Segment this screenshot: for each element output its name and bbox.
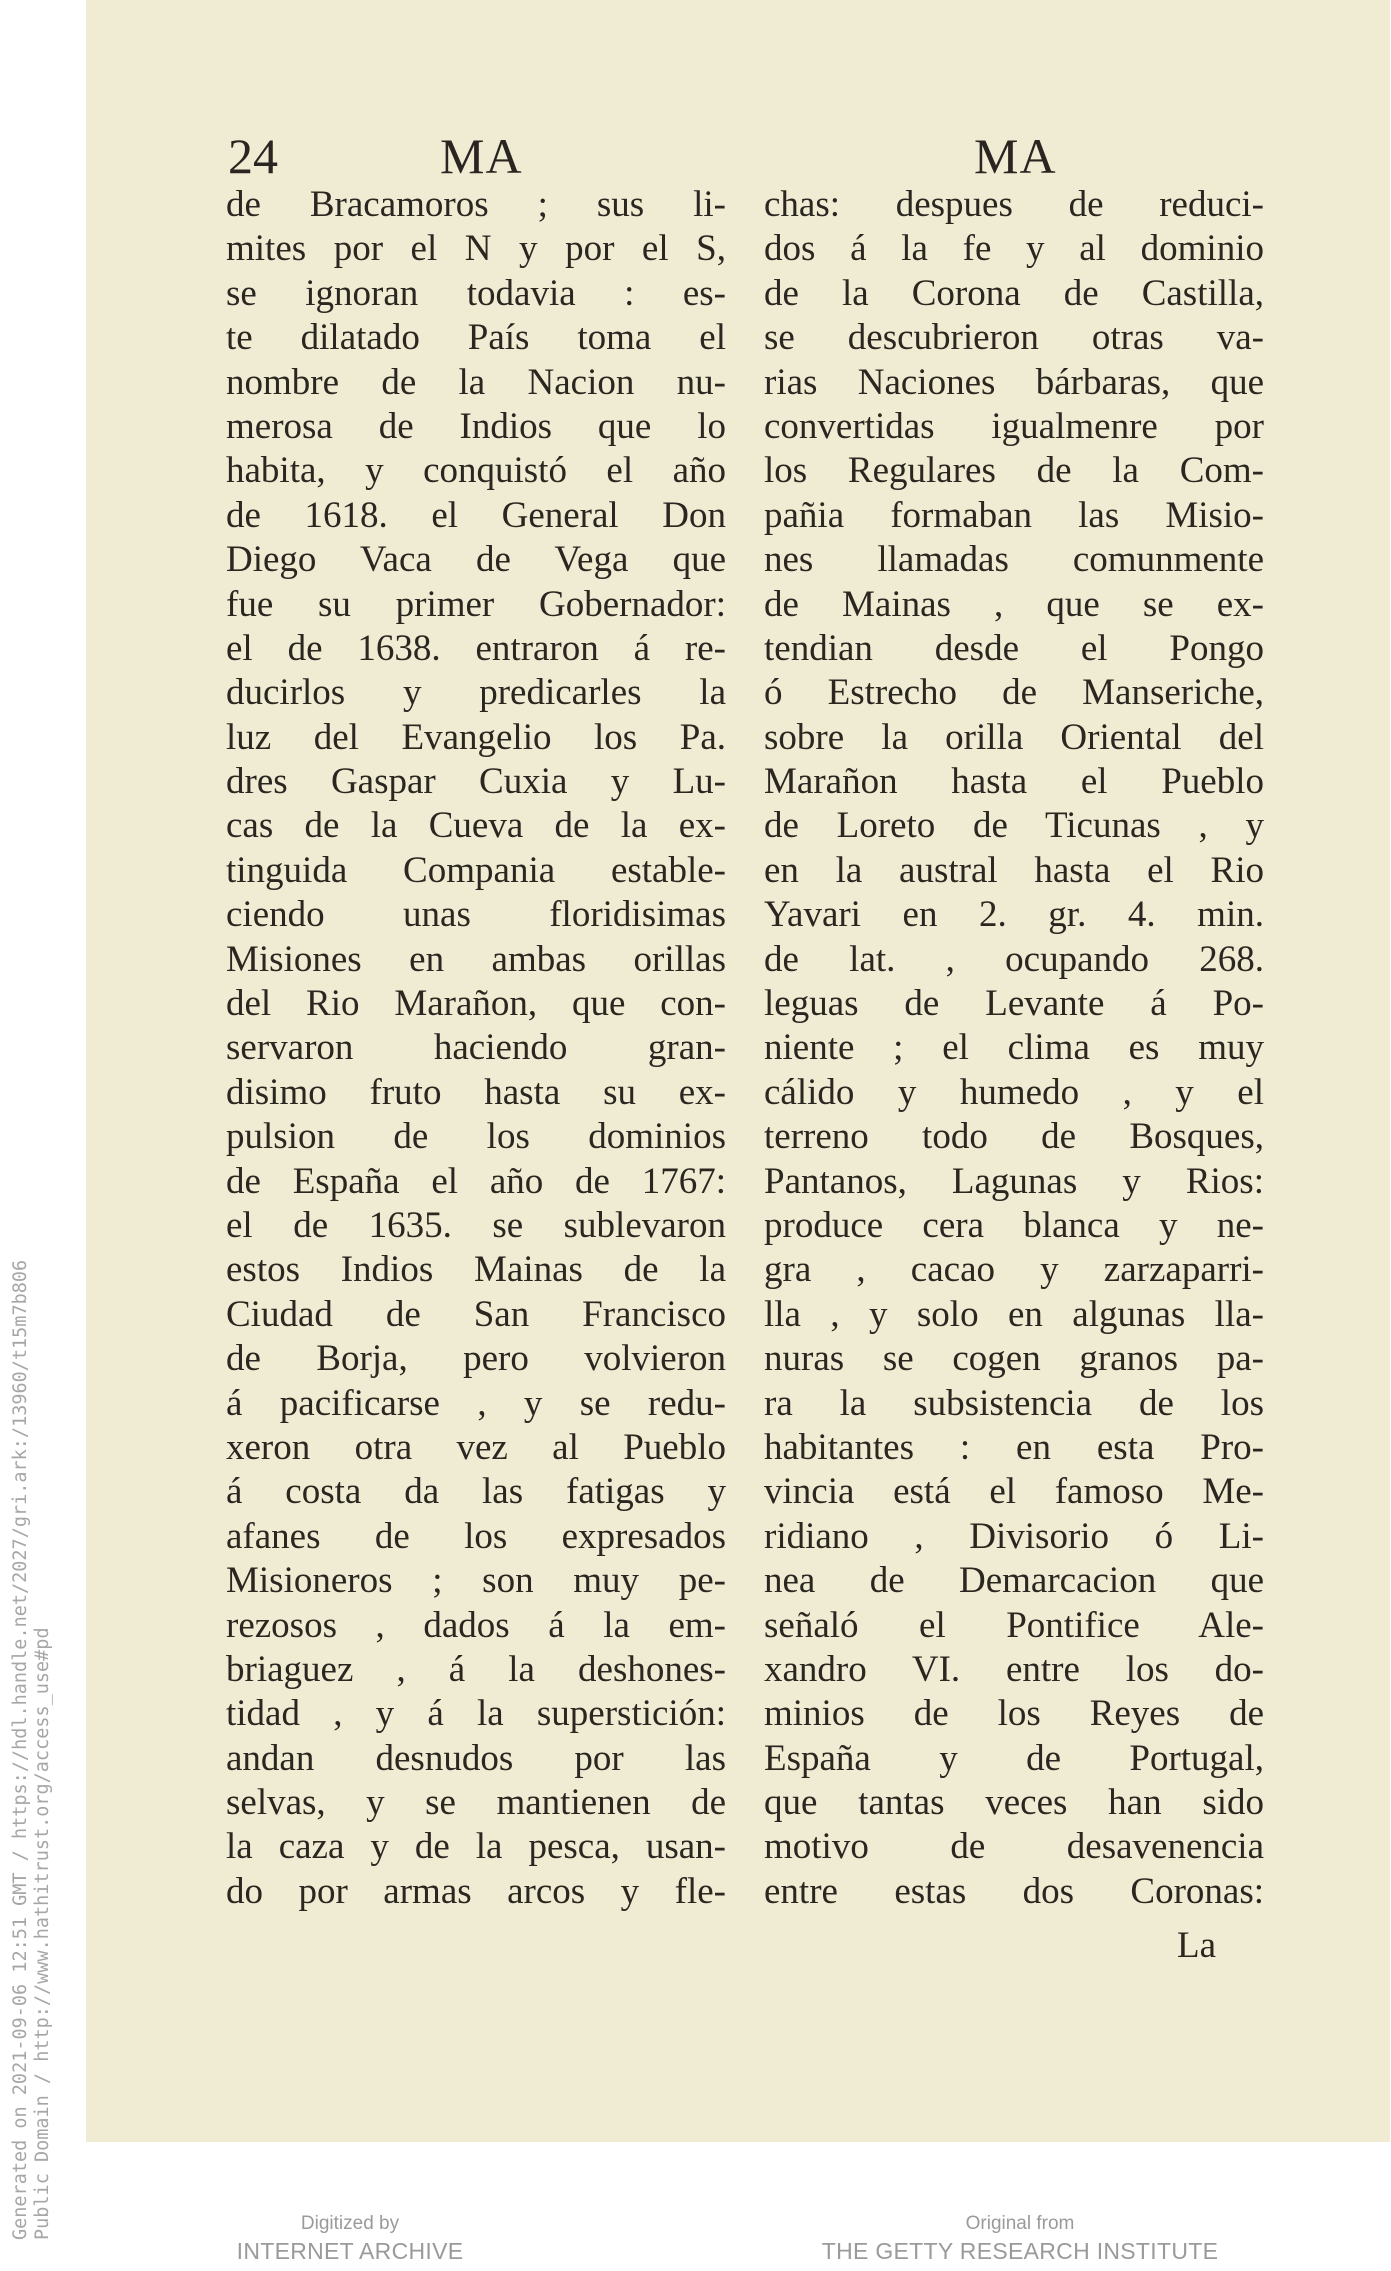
getty-label: THE GETTY RESEARCH INSTITUTE [821,2238,1219,2264]
text-line: Pantanos, Lagunas y Rios: [764,1160,1264,1202]
text-line: de Borja, pero volvieron [226,1338,726,1380]
text-line: de España el año de 1767: [226,1160,726,1202]
text-line: nombre de la Nacion nu- [226,361,726,403]
text-line: ra la subsistencia de los [764,1382,1264,1424]
internet-archive-label: INTERNET ARCHIVE [236,2238,464,2264]
text-line: andan desnudos por las [226,1737,726,1779]
text-line: cas de la Cueva de la ex- [226,805,726,847]
original-from-label: Original from [965,2213,1075,2234]
text-line: vincia está el famoso Me- [764,1471,1264,1513]
text-line: nuras se cogen granos pa- [764,1338,1264,1380]
text-line: te dilatado País toma el [226,317,726,359]
catchword: La [1176,1925,1216,1966]
text-line: Misioneros ; son muy pe- [226,1560,726,1602]
text-line: habita, y conquistó el año [226,450,726,492]
text-line: la caza y de la pesca, usan- [226,1826,726,1868]
text-line: de lat. , ocupando 268. [764,938,1264,980]
text-line: terreno todo de Bosques, [764,1116,1264,1158]
text-line: del Rio Marañon, que con- [226,983,726,1025]
text-line: de Bracamoros ; sus li- [226,184,726,225]
text-line: afanes de los expresados [226,1515,726,1557]
text-line: disimo fruto hasta su ex- [226,1071,726,1113]
text-line: los Regulares de la Com- [764,450,1264,492]
text-line: entre estas dos Coronas: [764,1870,1264,1912]
text-line: luz del Evangelio los Pa. [226,716,726,758]
text-line: España y de Portugal, [764,1737,1264,1779]
text-line: ó Estrecho de Manseriche, [764,672,1264,714]
digitized-by-label: Digitized by [300,2213,400,2234]
text-line: nes llamadas comunmente [764,539,1264,581]
text-line: se ignoran todavia : es- [226,272,726,314]
text-line: que tantas veces han sido [764,1782,1264,1824]
text-line: niente ; el clima es muy [764,1027,1264,1069]
text-line: cálido y humedo , y el [764,1071,1264,1113]
text-line: gra , cacao y zarzaparri- [764,1249,1264,1291]
text-line: merosa de Indios que lo [226,405,726,447]
left-text-column [226,183,726,1914]
text-line: dos á la fe y al dominio [764,228,1264,270]
text-line: mites por el N y por el S, [226,228,726,270]
text-line: rezosos , dados á la em- [226,1604,726,1646]
text-line: pañia formaban las Misio- [764,494,1264,536]
generated-on-line: Generated on 2021-09-06 12:51 GMT / https://hdl.handle.net/2027/gri.ark:/13960/t15m7b806 [10,1259,31,2240]
access-stamp [10,1160,54,2240]
text-line: xeron otra vez al Pueblo [226,1426,726,1468]
public-domain-line: Public Domain / http://www.hathitrust.org/access_use#pd [32,1627,53,2240]
text-line: sobre la orilla Oriental del [764,716,1264,758]
original-from-credit [820,2212,1220,2266]
running-head-left: MA [440,128,523,184]
text-line: ciendo unas floridisimas [226,894,726,936]
text-line: pulsion de los dominios [226,1116,726,1158]
text-line: dres Gaspar Cuxia y Lu- [226,761,726,803]
text-line: tidad , y á la superstición: [226,1693,726,1735]
text-line: xandro VI. entre los do- [764,1648,1264,1690]
text-line: Misiones en ambas orillas [226,938,726,980]
text-line: de Mainas , que se ex- [764,583,1264,625]
text-line: de la Corona de Castilla, [764,272,1264,314]
text-line: minios de los Reyes de [764,1693,1264,1735]
text-line: chas: despues de reduci- [764,184,1264,225]
text-line: convertidas igualmenre por [764,405,1264,447]
text-line: servaron haciendo gran- [226,1027,726,1069]
text-line: motivo de desavenencia [764,1826,1264,1868]
text-line: ridiano , Divisorio ó Li- [764,1515,1264,1557]
text-line: Marañon hasta el Pueblo [764,761,1264,803]
text-line: á costa da las fatigas y [226,1471,726,1513]
text-line: tinguida Compania estable- [226,849,726,891]
text-line: briaguez , á la deshones- [226,1648,726,1690]
digitized-by-credit [200,2212,500,2266]
text-line: señaló el Pontifice Ale- [764,1604,1264,1646]
text-line: leguas de Levante á Po- [764,983,1264,1025]
text-line: el de 1638. entraron á re- [226,627,726,669]
text-line: se descubrieron otras va- [764,317,1264,359]
text-line: do por armas arcos y fle- [226,1870,726,1912]
text-line: estos Indios Mainas de la [226,1249,726,1291]
text-line: fue su primer Gobernador: [226,583,726,625]
text-line: ducirlos y predicarles la [226,672,726,714]
page-number: 24 [228,128,278,184]
text-line: habitantes : en esta Pro- [764,1426,1264,1468]
text-line: á pacificarse , y se redu- [226,1382,726,1424]
scanned-page [86,0,1390,2142]
text-line: nea de Demarcacion que [764,1560,1264,1602]
text-line: de 1618. el General Don [226,494,726,536]
text-line: rias Naciones bárbaras, que [764,361,1264,403]
text-line: produce cera blanca y ne- [764,1204,1264,1246]
text-line: lla , y solo en algunas lla- [764,1293,1264,1335]
text-line: tendian desde el Pongo [764,627,1264,669]
text-line: Yavari en 2. gr. 4. min. [764,894,1264,936]
text-line: el de 1635. se sublevaron [226,1204,726,1246]
text-line: en la austral hasta el Rio [764,849,1264,891]
text-line: Diego Vaca de Vega que [226,539,726,581]
text-line: Ciudad de San Francisco [226,1293,726,1335]
running-head-right: MA [974,128,1057,184]
text-line: selvas, y se mantienen de [226,1782,726,1824]
right-text-column [764,183,1264,1914]
text-line: de Loreto de Ticunas , y [764,805,1264,847]
